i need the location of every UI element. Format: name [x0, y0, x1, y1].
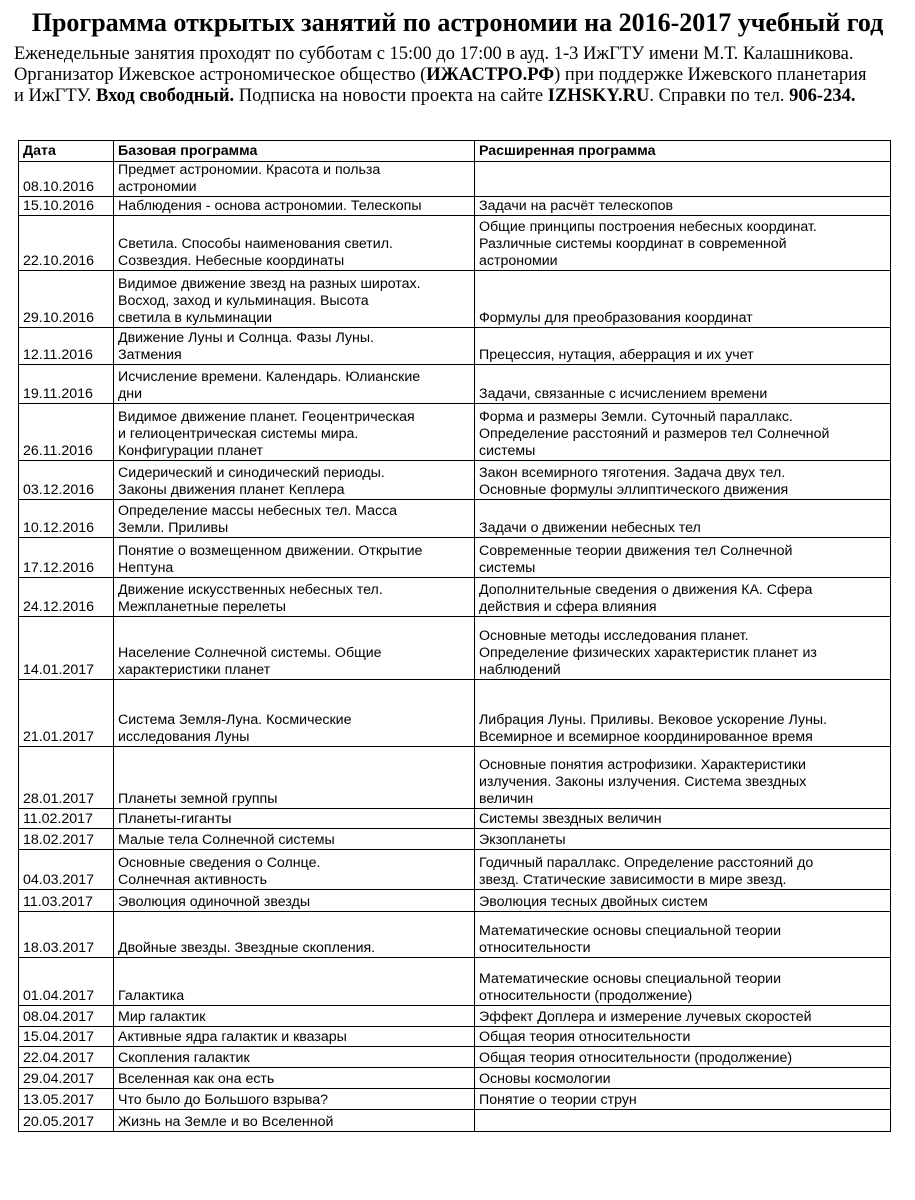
- cell-text-line: системы: [479, 560, 536, 576]
- cell-text-line: Наблюдения - основа астрономии. Телескопы: [118, 198, 422, 214]
- table-row: [19, 1110, 891, 1132]
- cell-text-line: величин: [479, 791, 534, 807]
- cell-text-line: Земли. Приливы: [118, 520, 229, 536]
- table-row: [19, 850, 891, 890]
- extended-program-cell: [475, 617, 891, 680]
- cell-text-line: Солнечная активность: [118, 872, 268, 888]
- cell-text-line: Общая теория относительности: [479, 1029, 691, 1045]
- extended-program-cell: [475, 1027, 891, 1047]
- cell-text-line: Основные понятия астрофизики. Характеристики: [479, 757, 806, 773]
- table-row: [19, 461, 891, 500]
- intro-text: . Справки по тел.: [649, 86, 790, 106]
- extended-program-cell: [475, 216, 891, 271]
- date-cell: 29.04.2017: [19, 1068, 114, 1089]
- page-title: Программа открытых занятий по астрономии на 2016-2017 учебный год: [31, 8, 884, 37]
- cell-text-line: относительности: [479, 940, 591, 956]
- cell-text-line: Общие принципы построения небесных координат.: [479, 219, 817, 235]
- base-program-cell: [114, 404, 475, 461]
- table-row: [19, 162, 891, 197]
- extended-program-cell: [475, 1047, 891, 1068]
- cell-text-line: действия и сфера влияния: [479, 599, 657, 615]
- date-cell: 18.03.2017: [19, 912, 114, 958]
- table-header-row: [19, 141, 891, 162]
- cell-text-line: Определение физических характеристик планет из: [479, 645, 817, 661]
- cell-text-line: Задачи, связанные с исчислением времени: [479, 386, 768, 402]
- column-header-date: Дата: [19, 141, 114, 162]
- extended-program-cell: [475, 850, 891, 890]
- cell-text-line: системы: [479, 443, 536, 459]
- table-row: [19, 365, 891, 404]
- schedule-table: [18, 140, 891, 1132]
- date-cell: 11.02.2017: [19, 809, 114, 829]
- cell-text-line: излучения. Законы излучения. Система звездных: [479, 774, 807, 790]
- extended-program-cell: [475, 1068, 891, 1089]
- intro-line-3: [14, 86, 904, 107]
- base-program-cell: [114, 365, 475, 404]
- cell-text-line: Конфигурации планет: [118, 443, 263, 459]
- column-header-extended: Расширенная программа: [475, 141, 891, 162]
- date-cell: 13.05.2017: [19, 1089, 114, 1110]
- cell-text-line: Прецессия, нутация, аберрация и их учет: [479, 347, 754, 363]
- base-program-cell: [114, 1068, 475, 1089]
- cell-text-line: Малые тела Солнечной системы: [118, 832, 335, 848]
- table-row: [19, 1027, 891, 1047]
- cell-text-line: Системы звездных величин: [479, 811, 662, 827]
- cell-text-line: Планеты земной группы: [118, 791, 278, 807]
- cell-text-line: Основные методы исследования планет.: [479, 628, 749, 644]
- cell-text-line: Сидерический и синодический периоды.: [118, 465, 385, 481]
- cell-text-line: Современные теории движения тел Солнечной: [479, 543, 793, 559]
- base-program-cell: [114, 500, 475, 538]
- base-program-cell: [114, 162, 475, 197]
- date-cell: 29.10.2016: [19, 271, 114, 328]
- table-row: [19, 538, 891, 578]
- cell-text-line: Что было до Большого взрыва?: [118, 1092, 328, 1108]
- organizer-site: ИЖАСТРО.РФ: [426, 65, 555, 85]
- base-program-cell: [114, 850, 475, 890]
- cell-text-line: светила в кульминации: [118, 310, 273, 326]
- cell-text-line: Задачи на расчёт телескопов: [479, 198, 674, 214]
- extended-program-cell: [475, 747, 891, 809]
- cell-text-line: Годичный параллакс. Определение расстояний до: [479, 855, 814, 871]
- cell-text-line: Основные формулы эллиптического движения: [479, 482, 789, 498]
- table-row: [19, 216, 891, 271]
- date-cell: 22.04.2017: [19, 1047, 114, 1068]
- cell-text-line: Понятие о возмещенном движении. Открытие: [118, 543, 423, 559]
- cell-text-line: Основные сведения о Солнце.: [118, 855, 321, 871]
- date-cell: 12.11.2016: [19, 328, 114, 365]
- date-cell: 04.03.2017: [19, 850, 114, 890]
- cell-text-line: Задачи о движении небесных тел: [479, 520, 701, 536]
- table-row: [19, 197, 891, 216]
- cell-text-line: Эволюция одиночной звезды: [118, 894, 311, 910]
- date-cell: 08.04.2017: [19, 1006, 114, 1027]
- extended-program-cell: [475, 365, 891, 404]
- table-row: [19, 890, 891, 912]
- table-row: [19, 1047, 891, 1068]
- cell-text-line: Исчисление времени. Календарь. Юлианские: [118, 369, 421, 385]
- cell-text-line: Восход, заход и кульминация. Высота: [118, 293, 369, 309]
- cell-text-line: Формулы для преобразования координат: [479, 310, 753, 326]
- table-row: [19, 617, 891, 680]
- extended-program-cell: [475, 912, 891, 958]
- base-program-cell: [114, 747, 475, 809]
- date-cell: 20.05.2017: [19, 1110, 114, 1132]
- table-row: [19, 912, 891, 958]
- extended-program-cell: [475, 1089, 891, 1110]
- cell-text-line: Население Солнечной системы. Общие: [118, 645, 382, 661]
- cell-text-line: Светила. Способы наименования светил.: [118, 236, 393, 252]
- intro-paragraph: [14, 44, 904, 107]
- cell-text-line: Математические основы специальной теории: [479, 923, 781, 939]
- cell-text-line: Всемирное и всемирное координированное время: [479, 729, 813, 745]
- base-program-cell: [114, 1089, 475, 1110]
- cell-text-line: Математические основы специальной теории: [479, 971, 781, 987]
- cell-text-line: Движение искусственных небесных тел.: [118, 582, 383, 598]
- table-row: [19, 829, 891, 850]
- cell-text-line: Либрация Луны. Приливы. Вековое ускорение Луны.: [479, 712, 828, 728]
- cell-text-line: Планеты-гиганты: [118, 811, 232, 827]
- date-cell: 11.03.2017: [19, 890, 114, 912]
- intro-line-1: Еженедельные занятия проходят по субботам с 15:00 до 17:00 в ауд. 1-3 ИжГТУ имени М.Т. Калашникова.: [14, 44, 854, 64]
- cell-text-line: Галактика: [118, 988, 185, 1004]
- extended-program-cell: [475, 809, 891, 829]
- cell-text-line: Активные ядра галактик и квазары: [118, 1029, 347, 1045]
- cell-text-line: астрономии: [118, 179, 197, 195]
- table-row: [19, 747, 891, 809]
- base-program-cell: [114, 216, 475, 271]
- table-row: [19, 404, 891, 461]
- base-program-cell: [114, 197, 475, 216]
- table-row: [19, 271, 891, 328]
- cell-text-line: Понятие о теории струн: [479, 1092, 637, 1108]
- extended-program-cell: [475, 890, 891, 912]
- table-row: [19, 1068, 891, 1089]
- cell-text-line: характеристики планет: [118, 662, 271, 678]
- cell-text-line: Видимое движение звезд на разных широтах.: [118, 276, 421, 292]
- table-row: [19, 680, 891, 747]
- base-program-cell: [114, 617, 475, 680]
- table-row: [19, 958, 891, 1006]
- cell-text-line: Эволюция тесных двойных систем: [479, 894, 708, 910]
- cell-text-line: Скопления галактик: [118, 1050, 250, 1066]
- date-cell: 17.12.2016: [19, 538, 114, 578]
- cell-text-line: Форма и размеры Земли. Суточный параллакс.: [479, 409, 793, 425]
- cell-text-line: Видимое движение планет. Геоцентрическая: [118, 409, 415, 425]
- base-program-cell: [114, 890, 475, 912]
- intro-text: Организатор Ижевское астрономическое общество (: [14, 65, 427, 85]
- intro-line-2: [14, 65, 904, 86]
- cell-text-line: Законы движения планет Кеплера: [118, 482, 345, 498]
- table-body: [19, 162, 891, 1132]
- date-cell: 08.10.2016: [19, 162, 114, 197]
- date-cell: 22.10.2016: [19, 216, 114, 271]
- cell-text-line: Определение массы небесных тел. Масса: [118, 503, 398, 519]
- date-cell: 18.02.2017: [19, 829, 114, 850]
- cell-text-line: исследования Луны: [118, 729, 250, 745]
- cell-text-line: Эффект Доплера и измерение лучевых скоростей: [479, 1009, 812, 1025]
- date-cell: 24.12.2016: [19, 578, 114, 617]
- table-row: [19, 809, 891, 829]
- intro-text: Подписка на новости проекта на сайте: [234, 86, 548, 106]
- date-cell: 21.01.2017: [19, 680, 114, 747]
- table-row: [19, 500, 891, 538]
- base-program-cell: [114, 461, 475, 500]
- extended-program-cell: [475, 461, 891, 500]
- base-program-cell: [114, 1027, 475, 1047]
- base-program-cell: [114, 680, 475, 747]
- cell-text-line: Основы космологии: [479, 1071, 611, 1087]
- date-cell: 26.11.2016: [19, 404, 114, 461]
- date-cell: 15.10.2016: [19, 197, 114, 216]
- column-header-base: Базовая программа: [114, 141, 475, 162]
- base-program-cell: [114, 1047, 475, 1068]
- cell-text-line: Мир галактик: [118, 1009, 206, 1025]
- extended-program-cell: [475, 500, 891, 538]
- base-program-cell: [114, 912, 475, 958]
- date-cell: 15.04.2017: [19, 1027, 114, 1047]
- cell-text-line: и гелиоцентрическая системы мира.: [118, 426, 359, 442]
- date-cell: 14.01.2017: [19, 617, 114, 680]
- extended-program-cell: [475, 328, 891, 365]
- date-cell: 01.04.2017: [19, 958, 114, 1006]
- cell-text-line: Затмения: [118, 347, 182, 363]
- base-program-cell: [114, 538, 475, 578]
- base-program-cell: [114, 1110, 475, 1132]
- table-row: [19, 1089, 891, 1110]
- intro-text: ) при поддержке Ижевского планетария: [554, 65, 867, 85]
- cell-text-line: Жизнь на Земле и во Вселенной: [118, 1114, 334, 1130]
- cell-text-line: относительности (продолжение): [479, 988, 693, 1004]
- cell-text-line: Общая теория относительности (продолжение): [479, 1050, 793, 1066]
- extended-program-cell: [475, 271, 891, 328]
- phone-number: 906-234.: [789, 86, 856, 106]
- extended-program-cell: [475, 538, 891, 578]
- cell-text-line: Дополнительные сведения о движения КА. Сфера: [479, 582, 813, 598]
- cell-text-line: Система Земля-Луна. Космические: [118, 712, 352, 728]
- date-cell: 10.12.2016: [19, 500, 114, 538]
- cell-text-line: Нептуна: [118, 560, 174, 576]
- cell-text-line: Экзопланеты: [479, 832, 566, 848]
- cell-text-line: наблюдений: [479, 662, 561, 678]
- cell-text-line: Предмет астрономии. Красота и польза: [118, 162, 381, 178]
- extended-program-cell: [475, 829, 891, 850]
- base-program-cell: [114, 271, 475, 328]
- base-program-cell: [114, 958, 475, 1006]
- news-site: IZHSKY.RU: [547, 86, 650, 106]
- date-cell: 19.11.2016: [19, 365, 114, 404]
- table-row: [19, 578, 891, 617]
- extended-program-cell: [475, 162, 891, 197]
- cell-text-line: Двойные звезды. Звездные скопления.: [118, 940, 376, 956]
- extended-program-cell: [475, 958, 891, 1006]
- cell-text-line: Закон всемирного тяготения. Задача двух тел.: [479, 465, 786, 481]
- cell-text-line: Определение расстояний и размеров тел Солнечной: [479, 426, 830, 442]
- extended-program-cell: [475, 578, 891, 617]
- extended-program-cell: [475, 1110, 891, 1132]
- base-program-cell: [114, 829, 475, 850]
- table-row: [19, 1006, 891, 1027]
- cell-text-line: Движение Луны и Солнца. Фазы Луны.: [118, 330, 374, 346]
- extended-program-cell: [475, 680, 891, 747]
- base-program-cell: [114, 809, 475, 829]
- cell-text-line: Вселенная как она есть: [118, 1071, 275, 1087]
- cell-text-line: Межпланетные перелеты: [118, 599, 286, 615]
- intro-text: и ИжГТУ.: [14, 86, 96, 106]
- base-program-cell: [114, 578, 475, 617]
- cell-text-line: Созвездия. Небесные координаты: [118, 253, 345, 269]
- cell-text-line: дни: [118, 386, 143, 402]
- cell-text-line: звезд. Статические зависимости в мире звезд.: [479, 872, 787, 888]
- date-cell: 03.12.2016: [19, 461, 114, 500]
- extended-program-cell: [475, 197, 891, 216]
- cell-text-line: астрономии: [479, 253, 558, 269]
- free-entry-note: Вход свободный.: [96, 86, 235, 106]
- extended-program-cell: [475, 1006, 891, 1027]
- date-cell: 28.01.2017: [19, 747, 114, 809]
- extended-program-cell: [475, 404, 891, 461]
- base-program-cell: [114, 1006, 475, 1027]
- table-row: [19, 328, 891, 365]
- cell-text-line: Различные системы координат в современной: [479, 236, 787, 252]
- base-program-cell: [114, 328, 475, 365]
